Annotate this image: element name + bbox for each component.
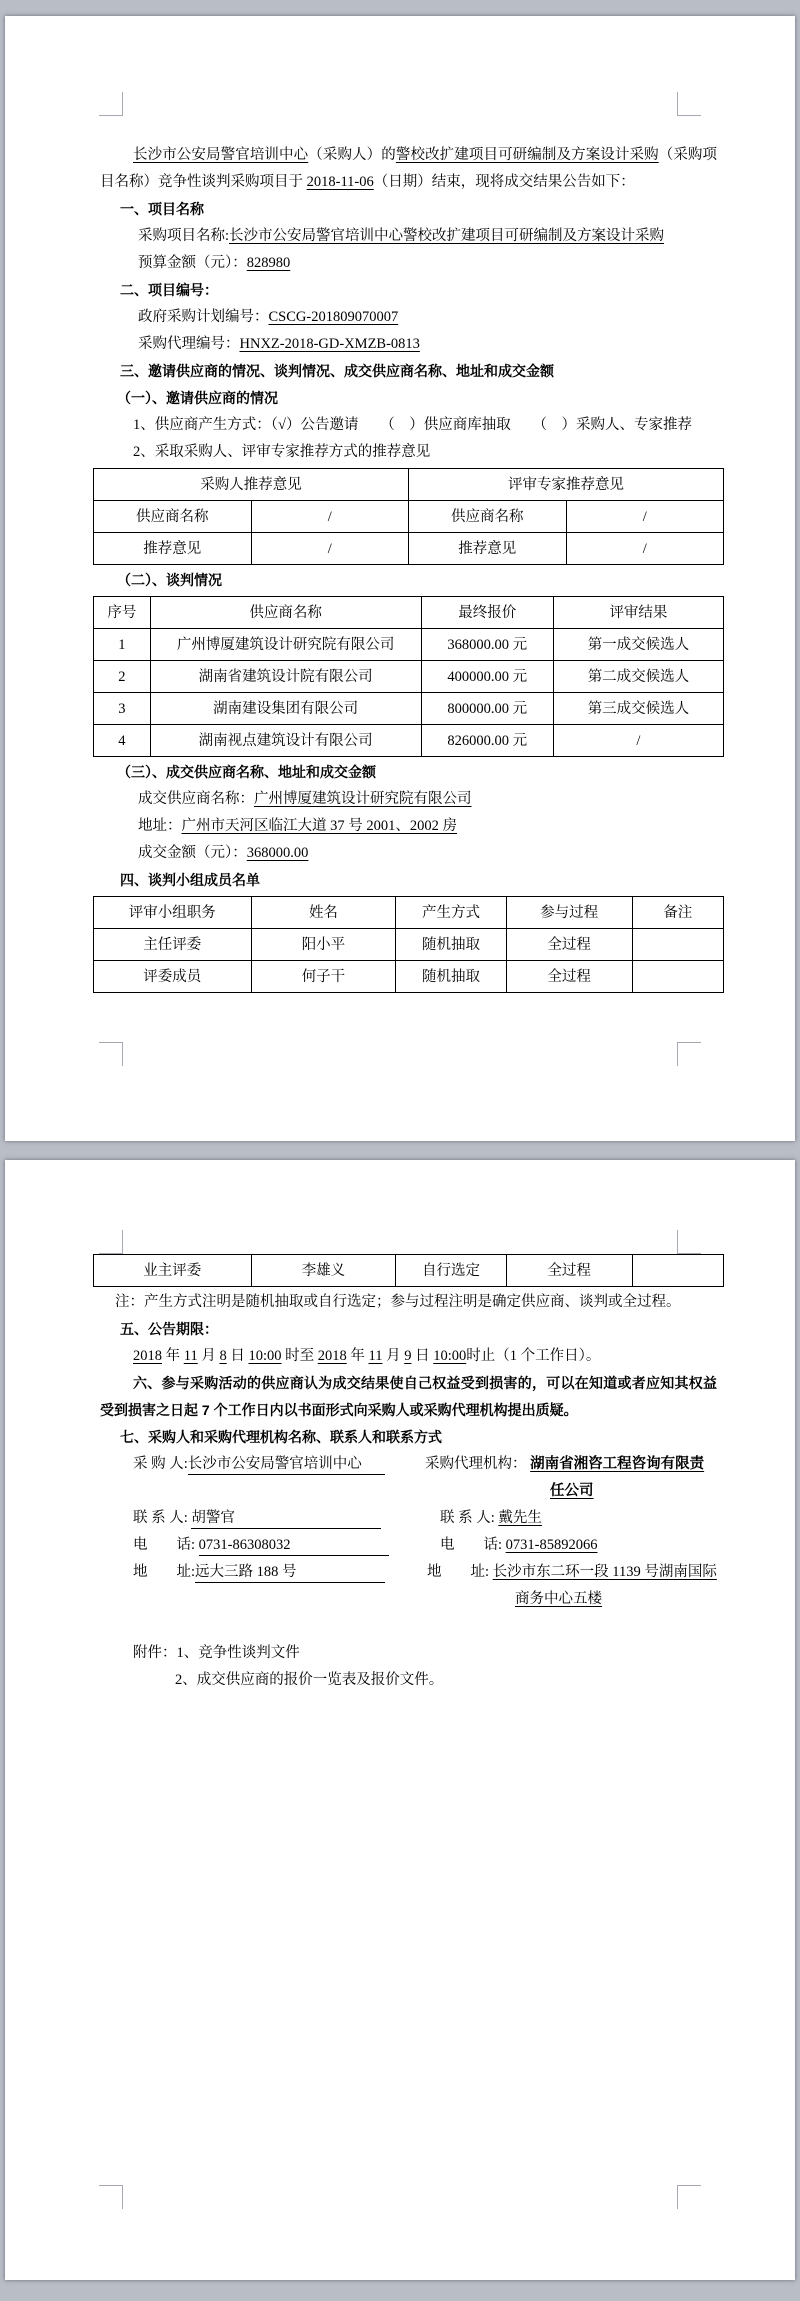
table-cell: 姓名 [251, 897, 396, 929]
section-paragraph-6: 六、参与采购活动的供应商认为成交结果使自己权益受到损害的，可以在知道或者应知其权益受到损害之日起 7 个工作日内以书面形式向采购人或采购代理机构提出质疑。 [100, 1375, 717, 1418]
text-run: 2018 [133, 1348, 162, 1364]
section-heading-3-1: （一）、邀请供应商的情况 [117, 390, 278, 406]
margin-mark-bottom-left [99, 2185, 123, 2209]
margin-mark-top-right [677, 1230, 701, 1254]
table-row [94, 597, 724, 629]
agency-phone-line [425, 1532, 717, 1559]
notice-period-line [100, 1343, 717, 1370]
quotation-table [93, 596, 724, 757]
table-cell: 广州博厦建筑设计研究院有限公司 [150, 629, 421, 661]
buyer-address-label: 地 址: [133, 1564, 196, 1580]
table-row [94, 629, 724, 661]
table-cell: 评审结果 [553, 597, 723, 629]
table-row [94, 533, 724, 565]
contact-row-address [100, 1559, 717, 1613]
table-row [94, 693, 724, 725]
page-1-content [100, 142, 717, 995]
table-cell: 最终报价 [421, 597, 553, 629]
table-cell: 第三成交候选人 [553, 693, 723, 725]
table-cell: 参与过程 [506, 897, 632, 929]
text-run: 成交供应商名称： [138, 791, 254, 807]
section-heading-5: 五、公告期限： [120, 1321, 218, 1337]
table-cell: 全过程 [506, 1255, 632, 1287]
text-run: 预算金额（元）： [138, 255, 247, 271]
table-cell: / [553, 725, 723, 757]
table-row [94, 501, 724, 533]
table-cell: 826000.00 元 [421, 725, 553, 757]
table-cell: 1 [94, 629, 151, 661]
table-cell: 第二成交候选人 [553, 661, 723, 693]
buyer-name-line [100, 1451, 425, 1505]
table-cell: 全过程 [506, 929, 632, 961]
text-run: 月 [197, 1348, 220, 1364]
margin-mark-top-right [677, 92, 701, 116]
table-cell [632, 929, 723, 961]
table-cell [632, 961, 723, 993]
text-run: 长沙市公安局警官培训中心警校改扩建项目可研编制及方案设计采购 [229, 228, 665, 244]
table-cell: 供应商名称 [94, 501, 252, 533]
table-cell: 2 [94, 661, 151, 693]
buyer-contact-line [100, 1505, 425, 1532]
text-run: 警校改扩建项目可研编制及方案设计采购 [395, 147, 659, 163]
text-run: 地址： [138, 818, 182, 834]
text-run: 2018-11-06 [306, 174, 374, 190]
agency-value [425, 1451, 717, 1505]
table-cell: 推荐意见 [94, 533, 252, 565]
margin-mark-bottom-right [677, 2185, 701, 2209]
text-run: 采购项目名称: [138, 228, 230, 244]
text-run: 采购代理机构： [425, 1456, 531, 1472]
table-cell: 3 [94, 693, 151, 725]
buyer-phone-line [100, 1532, 425, 1559]
recommend-note-line: 2、采取采购人、评审专家推荐方式的推荐意见 [133, 444, 431, 460]
attachment-line-2: 2、成交供应商的报价一览表及报价文件。 [175, 1672, 444, 1688]
text-run: 联 系 人: [440, 1510, 499, 1526]
agency-address-value [427, 1559, 717, 1613]
winner-name-line [100, 786, 717, 813]
winner-amount-line [100, 840, 717, 867]
supplier-method-line: 1、供应商产生方式：（√）公告邀请 （ ）供应商库抽取 （ ）采购人、专家推荐 [133, 417, 692, 433]
table-cell: / [566, 533, 724, 565]
text-run: 长沙市东二环一段 1139 号湖南国际商务中心五楼 [492, 1564, 717, 1607]
text-run: 2018 [317, 1348, 347, 1364]
text-run: 10:00 [433, 1348, 467, 1364]
table-cell: 备注 [632, 897, 723, 929]
section-heading-3-3: （三）、成交供应商名称、地址和成交金额 [117, 764, 376, 780]
table-cell: 800000.00 元 [421, 693, 553, 725]
text-run: 日 [411, 1348, 434, 1364]
buyer-label: 采 购 人: [133, 1456, 188, 1472]
table-cell [632, 1255, 723, 1287]
table-cell: 评委成员 [94, 961, 252, 993]
table-cell: 业主评委 [94, 1255, 252, 1287]
text-run: 11 [368, 1348, 383, 1364]
table-cell: 4 [94, 725, 151, 757]
table-row [94, 725, 724, 757]
text-run: 广州博厦建筑设计研究院有限公司 [254, 791, 472, 807]
text-run: 0731-85892066 [505, 1537, 598, 1553]
section-heading-7: 七、采购人和采购代理机构名称、联系人和联系方式 [120, 1429, 442, 1445]
table-cell: 400000.00 元 [421, 661, 553, 693]
text-run: 政府采购计划编号： [138, 309, 269, 325]
text-run: 时止（1 个工作日）。 [466, 1348, 601, 1364]
text-run: 湖南省湘咨工程咨询有限责任公司 [530, 1456, 705, 1499]
buyer-phone-value: 0731-86308032 [199, 1535, 389, 1556]
text-run: 地 址: [427, 1564, 493, 1580]
text-run: 9 [404, 1348, 412, 1364]
text-run: HNXZ-2018-GD-XMZB-0813 [239, 336, 420, 352]
table-row [94, 897, 724, 929]
panel-table-continued [93, 1254, 724, 1287]
table-cell: 推荐意见 [409, 533, 567, 565]
text-run: 828980 [246, 255, 291, 271]
agency-number-line [100, 331, 717, 358]
page-1 [5, 16, 795, 1141]
text-run: （采购人）的 [308, 147, 396, 163]
buyer-contact-value: 胡警官 [191, 1508, 381, 1529]
buyer-address-line [100, 1559, 412, 1613]
agency-name-line [425, 1451, 717, 1505]
agency-address-line [412, 1559, 717, 1613]
text-run: 年 [162, 1348, 184, 1364]
table-cell: / [251, 501, 409, 533]
table-cell: 湖南建设集团有限公司 [150, 693, 421, 725]
intro-paragraph [100, 142, 717, 196]
table-cell: / [251, 533, 409, 565]
table-cell: 第一成交候选人 [553, 629, 723, 661]
text-run: 电 话: [440, 1537, 506, 1553]
recommendation-opinion-table [93, 468, 724, 565]
table-cell: 采购人推荐意见 [94, 469, 409, 501]
table-cell: 全过程 [506, 961, 632, 993]
table-cell: 评审小组职务 [94, 897, 252, 929]
contact-row-person [100, 1505, 717, 1532]
table-row [94, 929, 724, 961]
table-cell: 阳小平 [251, 929, 396, 961]
margin-mark-top-left [99, 1230, 123, 1254]
attachment-line-1: 附件：1、竞争性谈判文件 [133, 1645, 300, 1661]
winner-address-line [100, 813, 717, 840]
text-run: 10:00 [248, 1348, 282, 1364]
table-cell: / [566, 501, 724, 533]
buyer-phone-label: 电 话: [133, 1537, 199, 1553]
table-cell: 何子干 [251, 961, 396, 993]
plan-number-line [100, 304, 717, 331]
table-cell: 评审专家推荐意见 [409, 469, 724, 501]
table-cell: 368000.00 元 [421, 629, 553, 661]
text-run: （采购项目名称）竞争性谈判采购项目于 [100, 147, 718, 190]
table-cell: 主任评委 [94, 929, 252, 961]
margin-mark-bottom-left [99, 1042, 123, 1066]
table-cell: 自行选定 [396, 1255, 506, 1287]
table-row [94, 961, 724, 993]
text-run: 戴先生 [498, 1510, 542, 1526]
table-cell: 湖南省建筑设计院有限公司 [150, 661, 421, 693]
project-name-line [100, 223, 717, 250]
section-heading-2: 二、项目编号： [120, 282, 218, 298]
section-heading-3-2: （二）、谈判情况 [117, 572, 222, 588]
page-2-content [100, 1254, 717, 1694]
buyer-value: 长沙市公安局警官培训中心 [188, 1454, 385, 1475]
table-cell: 产生方式 [396, 897, 506, 929]
table-cell: 随机抽取 [396, 929, 506, 961]
section-heading-3: 三、邀请供应商的情况、谈判情况、成交供应商名称、地址和成交金额 [120, 363, 554, 379]
text-run: CSCG-201809070007 [268, 309, 399, 325]
table-cell: 随机抽取 [396, 961, 506, 993]
section-heading-1: 一、项目名称 [120, 201, 204, 217]
table-row [94, 1255, 724, 1287]
table-cell: 供应商名称 [409, 501, 567, 533]
table-row [94, 469, 724, 501]
agency-contact-line [425, 1505, 717, 1532]
margin-mark-top-left [99, 92, 123, 116]
text-run: 11 [183, 1348, 198, 1364]
text-run: 368000.00 [246, 845, 309, 861]
text-run: 广州市天河区临江大道 37 号 2001、2002 房 [181, 818, 457, 834]
buyer-contact-label: 联 系 人: [133, 1510, 192, 1526]
table-cell: 供应商名称 [150, 597, 421, 629]
table-footnote: 注：产生方式注明是随机抽取或自行选定；参与过程注明是确定供应商、谈判或全过程。 [115, 1294, 681, 1310]
section-heading-4: 四、谈判小组成员名单 [120, 872, 260, 888]
table-cell: 湖南视点建筑设计有限公司 [150, 725, 421, 757]
table-cell: 序号 [94, 597, 151, 629]
text-run: 长沙市公安局警官培训中心 [133, 147, 309, 163]
text-run: （日期）结束，现将成交结果公告如下： [373, 174, 635, 190]
text-run: 成交金额（元）： [138, 845, 247, 861]
text-run: 月 [382, 1348, 405, 1364]
margin-mark-bottom-right [677, 1042, 701, 1066]
contact-row-phone [100, 1532, 717, 1559]
page-2 [5, 1160, 795, 2280]
text-run: 年 [346, 1348, 369, 1364]
contact-row-parties [100, 1451, 717, 1505]
table-cell: 李雄义 [251, 1255, 396, 1287]
table-row [94, 661, 724, 693]
budget-line [100, 250, 717, 277]
panel-table [93, 896, 724, 993]
text-run: 采购代理编号： [138, 336, 240, 352]
text-run: 日 [226, 1348, 249, 1364]
text-run: 时至 [281, 1348, 318, 1364]
text-run: 8 [219, 1348, 227, 1364]
buyer-address-value: 远大三路 188 号 [195, 1562, 385, 1583]
